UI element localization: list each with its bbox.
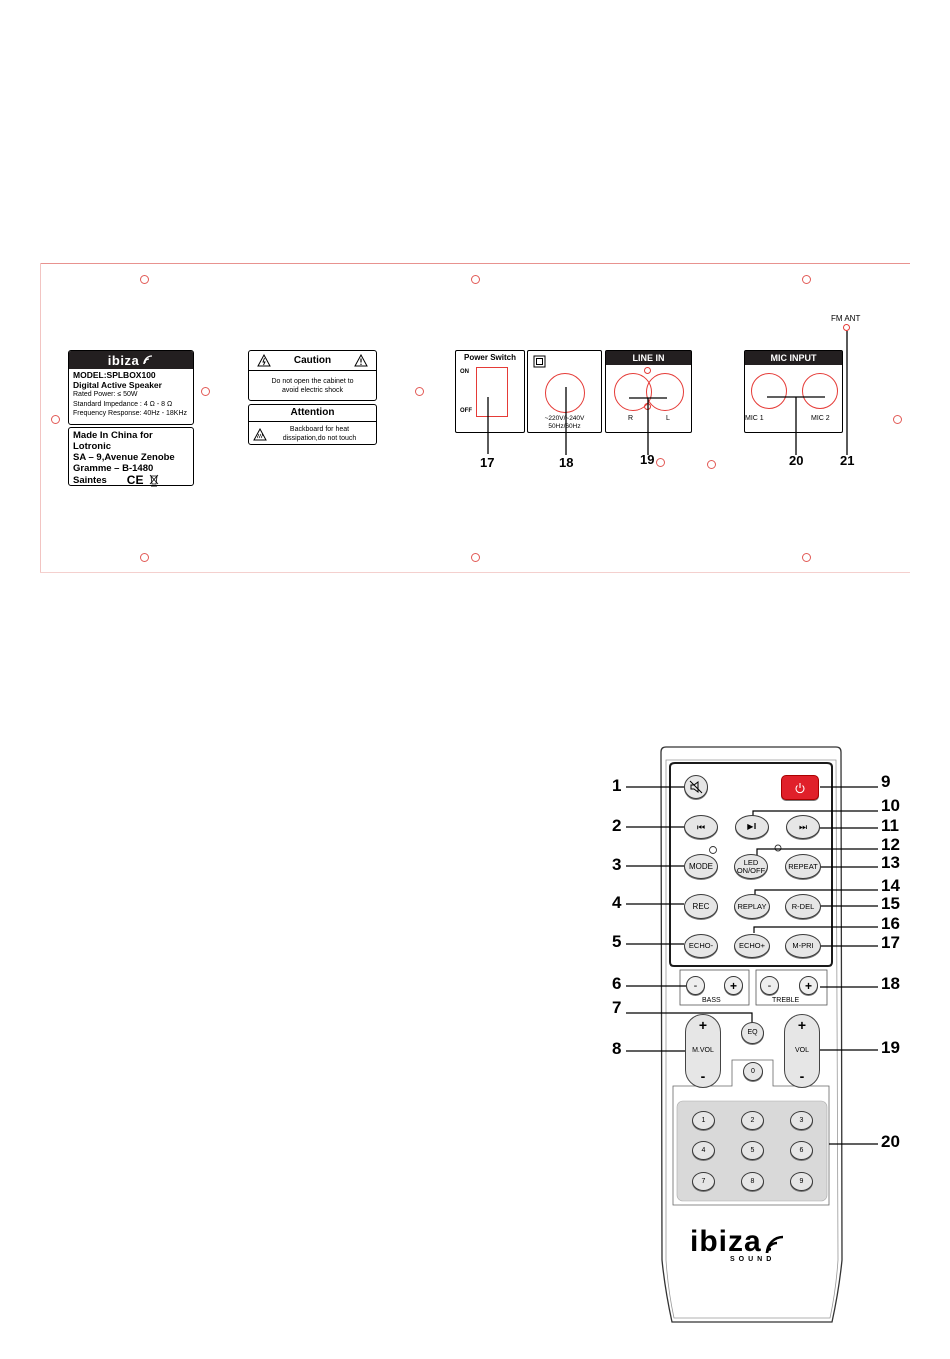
repeat-button[interactable]: REPEAT [785,854,821,879]
mode-button[interactable]: MODE [684,854,718,879]
eq-button[interactable]: EQ [741,1022,764,1044]
remote-brand-text: ibiza [690,1225,762,1258]
master-volume-up[interactable]: + [698,1017,708,1033]
off-label: OFF [460,408,472,414]
master-volume-label: M.VOL [692,1047,714,1054]
rear-callout-21: 21 [840,453,855,468]
echo-plus-button[interactable]: ECHO+ [734,934,770,958]
line-in-l-label: L [666,415,670,422]
brand-logo-text: ibiza [107,352,140,368]
on-label: ON [460,369,469,375]
attention-title: Attention [249,405,376,422]
made-in-text: Made In China for Lotronic [73,430,153,452]
remote-callout-19: 19 [881,1038,900,1057]
remote-brand-sub: SOUND [730,1256,776,1263]
product-name-text: Digital Active Speaker [73,379,162,390]
volume-rocker[interactable] [784,1014,820,1088]
remote-callout-14: 14 [881,876,900,895]
remote-callout-12: 12 [881,835,900,854]
caution-title: Caution [293,355,332,366]
power-icon [794,782,806,794]
treble-minus-button[interactable]: - [760,976,779,995]
voltage-text: ~220V/~240V [544,415,585,422]
led-on-off-button[interactable]: LED ON/OFF [734,854,768,879]
rec-button[interactable]: REC [684,894,718,919]
mic-1-label: MIC 1 [745,415,764,422]
remote-brand-logo [690,1225,820,1263]
remote-callout-9: 9 [881,772,891,791]
remote-callout-17: 17 [881,933,900,952]
remote-callout-10: 10 [881,796,900,815]
digit-5-button[interactable]: 5 [741,1141,764,1160]
bass-minus-button[interactable]: - [686,976,705,995]
model-text: MODEL:SPLBOX100 [73,370,156,380]
rear-callout-18: 18 [559,455,574,470]
rear-callout-17: 17 [480,455,495,470]
address-line-2: Gramme – B-1480 [73,463,154,474]
bass-plus-button[interactable]: + [724,976,743,995]
remote-callout-16: 16 [881,914,900,933]
power-button[interactable] [781,775,819,800]
play-pause-button[interactable]: ▶‖ [735,815,769,839]
frequency-hz-text: 50Hz/60Hz [548,422,581,430]
mute-button[interactable] [684,775,708,799]
remote-callout-2: 2 [612,816,622,835]
digit-9-button[interactable]: 9 [790,1172,813,1191]
echo-minus-button[interactable]: ECHO- [684,934,718,958]
mic-input-title: MIC INPUT [745,351,842,365]
digit-2-button[interactable]: 2 [741,1111,764,1130]
volume-down[interactable]: - [799,1068,805,1084]
mic-2-label: MIC 2 [811,415,830,422]
remote-callout-15: 15 [881,894,900,913]
master-volume-rocker[interactable] [685,1014,721,1088]
remote-callout-13: 13 [881,853,900,872]
replay-button[interactable]: REPLAY [734,894,770,919]
remote-callout-3: 3 [612,855,622,874]
remote-callout-11: 11 [881,816,899,835]
digit-3-button[interactable]: 3 [790,1111,813,1130]
digit-4-button[interactable]: 4 [692,1141,715,1160]
rear-callout-20: 20 [789,453,804,468]
frequency-text: Frequency Response: 40Hz - 18KHz [73,410,187,417]
remote-callout-8: 8 [612,1039,622,1058]
treble-label: TREBLE [772,997,800,1004]
remote-callout-7: 7 [612,998,622,1017]
remote-callout-20: 20 [881,1132,900,1151]
digit-1-button[interactable]: 1 [692,1111,715,1130]
attention-text-1: Backboard for heat [289,426,350,433]
address-line-3: Saintes [73,475,107,486]
treble-plus-button[interactable]: + [799,976,818,995]
rear-callout-19: 19 [640,452,655,467]
address-line-1: SA – 9,Avenue Zenobe [73,452,175,463]
mute-icon [689,780,703,794]
remote-callout-1: 1 [612,776,622,795]
line-in-r-label: R [628,415,634,422]
line-in-title: LINE IN [606,351,691,365]
r-del-button[interactable]: R-DEL [785,894,821,919]
fm-ant-label: FM ANT [831,314,861,323]
remote-callout-18: 18 [881,974,900,993]
digit-6-button[interactable]: 6 [790,1141,813,1160]
impedance-text: Standard Impedance : 4 Ω - 8 Ω [73,400,173,408]
previous-button[interactable]: ⏮ [684,815,718,839]
volume-label: VOL [794,1047,809,1054]
remote-callout-6: 6 [612,974,622,993]
power-switch-title: Power Switch [463,353,516,362]
next-button[interactable]: ⏭ [786,815,820,839]
bass-label: BASS [702,997,721,1004]
remote-callout-5: 5 [612,932,622,951]
digit-0-button[interactable]: 0 [743,1062,763,1081]
attention-text-2: dissipation,do not touch [282,435,357,442]
caution-text-2: avoid electric shock [281,387,344,394]
digit-8-button[interactable]: 8 [741,1172,764,1191]
rated-power-text: Rated Power: ≤ 50W [73,391,138,398]
ce-mark: CE [126,473,144,487]
sound-waves-icon [764,1232,788,1256]
digit-7-button[interactable]: 7 [692,1172,715,1191]
volume-up[interactable]: + [797,1017,807,1033]
remote-callout-4: 4 [612,893,622,912]
m-pri-button[interactable]: M-PRI [785,934,821,958]
caution-text-1: Do not open the cabinet to [271,378,354,385]
master-volume-down[interactable]: - [700,1068,706,1084]
